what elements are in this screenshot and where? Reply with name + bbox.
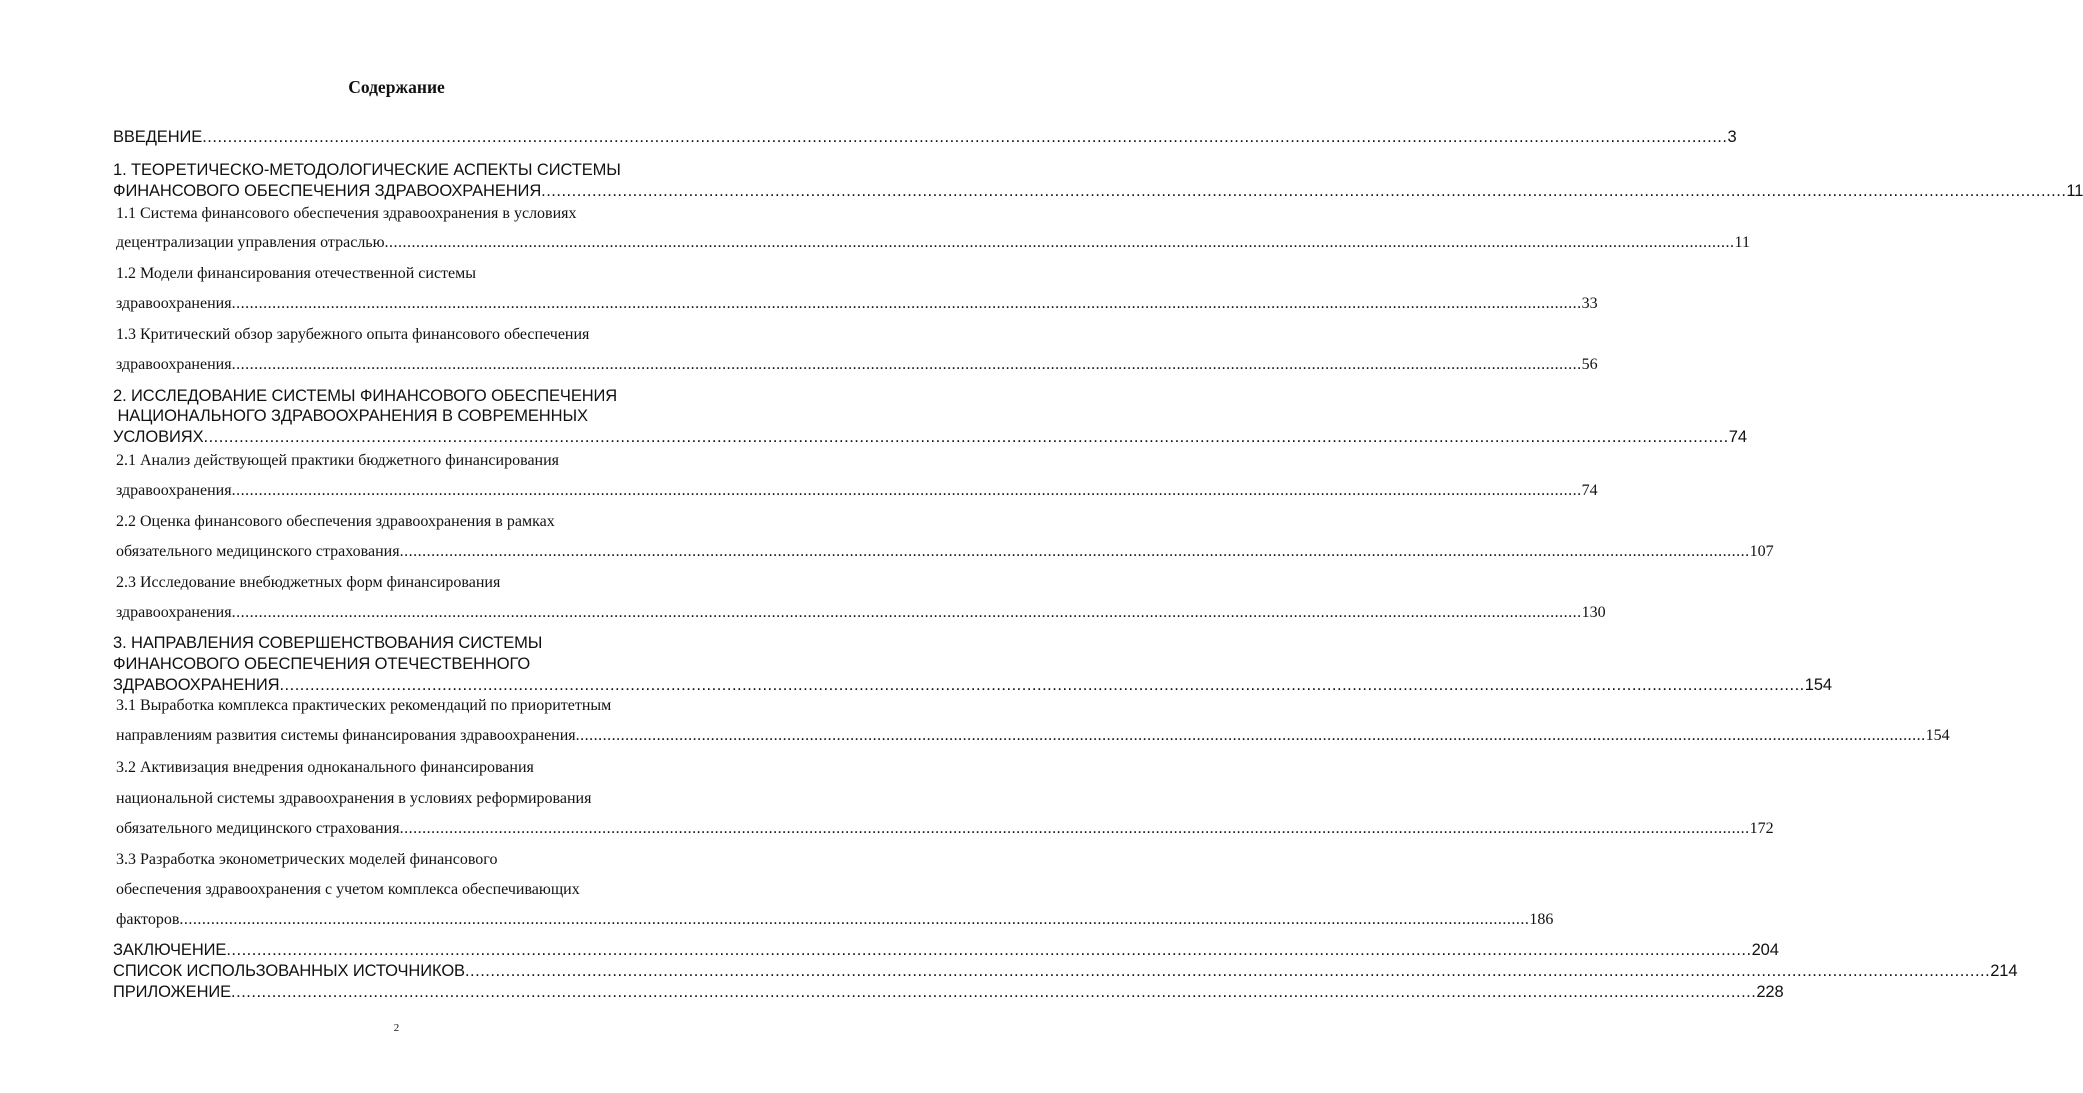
toc-section-1-3-line1[interactable]: 1.3 Критический обзор зарубежного опыта финансового обеспечения	[116, 326, 590, 343]
toc-page-number: 3	[1727, 128, 1737, 146]
dot-leader: ............................................................................................................................................................................................................................................................................................................	[384, 234, 1735, 251]
toc-entry-intro[interactable]	[113, 128, 1737, 147]
toc-entry-text: ПРИЛОЖЕНИЕ	[113, 983, 232, 1001]
toc-entry-text: здравоохранения	[116, 482, 232, 499]
dot-leader: ............................................................................................................................................................................................................................................................................................................	[399, 820, 1750, 837]
toc-entry-text: ЗАКЛЮЧЕНИЕ	[113, 941, 227, 959]
page-number: 2	[393, 1022, 400, 1034]
dot-leader: ............................................................................................................................................................................................................................................................................................................	[231, 604, 1582, 621]
toc-entry-text: обязательного медицинского страхования	[116, 820, 400, 837]
toc-entry-text: факторов	[116, 911, 180, 928]
toc-entry-text: ЗДРАВООХРАНЕНИЯ	[113, 676, 280, 694]
dot-leader: ............................................................................................................................................................................................................................................................................................................	[464, 962, 1991, 980]
toc-entry-text: ВВЕДЕНИЕ	[113, 128, 203, 146]
toc-entry-sources[interactable]	[113, 962, 2018, 981]
dot-leader: ............................................................................................................................................................................................................................................................................................................	[231, 295, 1582, 312]
toc-section-1-2[interactable]	[116, 295, 1598, 313]
toc-entry-appendix[interactable]	[113, 983, 1784, 1002]
toc-section-2-2-line1[interactable]: 2.2 Оценка финансового обеспечения здравоохранения в рамках	[116, 513, 555, 530]
toc-page-number: 214	[1990, 962, 2018, 980]
toc-entry-text: децентрализации управления отраслью	[116, 234, 385, 251]
toc-page-number: 154	[1925, 727, 1950, 744]
dot-leader: ............................................................................................................................................................................................................................................................................................................	[179, 911, 1530, 928]
toc-page-number: 204	[1751, 941, 1779, 959]
toc-entry-text: направлениям развития системы финансирования здравоохранения	[116, 727, 576, 744]
toc-section-3-1-line1[interactable]: 3.1 Выработка комплекса практических рекомендаций по приоритетным	[116, 697, 612, 714]
toc-chapter-2-line1[interactable]: 2. ИССЛЕДОВАНИЕ СИСТЕМЫ ФИНАНСОВОГО ОБЕСПЕЧЕНИЯ	[113, 387, 618, 405]
dot-leader: ............................................................................................................................................................................................................................................................................................................	[575, 727, 1926, 744]
dot-leader: ............................................................................................................................................................................................................................................................................................................	[231, 482, 1582, 499]
toc-entry-text: СПИСОК ИСПОЛЬЗОВАННЫХ ИСТОЧНИКОВ	[113, 962, 465, 980]
toc-section-1-3[interactable]	[116, 356, 1598, 374]
toc-section-2-3[interactable]	[116, 604, 1606, 622]
toc-page-number: 74	[1728, 428, 1747, 446]
dot-leader: ............................................................................................................................................................................................................................................................................................................	[399, 543, 1750, 560]
dot-leader: ............................................................................................................................................................................................................................................................................................................	[231, 356, 1582, 373]
dot-leader: ............................................................................................................................................................................................................................................................................................................	[203, 428, 1729, 446]
toc-page-number: 154	[1804, 676, 1832, 694]
toc-section-3-3-line2[interactable]: обеспечения здравоохранения с учетом комплекса обеспечивающих	[116, 881, 580, 898]
toc-entry-text: ФИНАНСОВОГО ОБЕСПЕЧЕНИЯ ЗДРАВООХРАНЕНИЯ	[113, 182, 542, 200]
toc-section-3-3[interactable]	[116, 911, 1554, 929]
toc-page-number: 11	[2066, 182, 2083, 200]
toc-section-3-3-line1[interactable]: 3.3 Разработка эконометрических моделей финансового	[116, 851, 498, 868]
toc-section-2-1-line1[interactable]: 2.1 Анализ действующей практики бюджетного финансирования	[116, 452, 560, 469]
toc-chapter-1-line1[interactable]: 1. ТЕОРЕТИЧЕСКО-МЕТОДОЛОГИЧЕСКИЕ АСПЕКТЫ СИСТЕМЫ	[113, 161, 621, 179]
dot-leader: ............................................................................................................................................................................................................................................................................................................	[226, 941, 1752, 959]
toc-section-2-2[interactable]	[116, 543, 1774, 561]
toc-page-number: 107	[1749, 543, 1774, 560]
dot-leader: ............................................................................................................................................................................................................................................................................................................	[279, 676, 1805, 694]
toc-section-3-1[interactable]	[116, 727, 1950, 745]
toc-section-3-2[interactable]	[116, 820, 1774, 838]
dot-leader: ............................................................................................................................................................................................................................................................................................................	[231, 983, 1757, 1001]
toc-page-number: 74	[1581, 482, 1598, 499]
toc-section-1-1[interactable]	[116, 234, 1750, 252]
toc-section-3-2-line1[interactable]: 3.2 Активизация внедрения одноканального финансирования	[116, 759, 534, 776]
toc-section-2-1[interactable]	[116, 482, 1598, 500]
toc-page-number: 130	[1581, 604, 1606, 621]
toc-chapter-1[interactable]	[113, 182, 2083, 201]
page-title: Содержание	[348, 77, 445, 97]
toc-page-number: 56	[1581, 356, 1598, 373]
toc-page-number: 186	[1529, 911, 1554, 928]
toc-chapter-3-line1[interactable]: 3. НАПРАВЛЕНИЯ СОВЕРШЕНСТВОВАНИЯ СИСТЕМЫ	[113, 634, 543, 652]
toc-entry-conclusion[interactable]	[113, 941, 1779, 960]
toc-entry-text: УСЛОВИЯХ	[113, 428, 204, 446]
toc-section-1-1-line1[interactable]: 1.1 Система финансового обеспечения здравоохранения в условиях	[116, 205, 577, 222]
toc-chapter-2-line2[interactable]: НАЦИОНАЛЬНОГО ЗДРАВООХРАНЕНИЯ В СОВРЕМЕННЫХ	[113, 407, 588, 425]
toc-chapter-2[interactable]	[113, 428, 1747, 447]
dot-leader: ............................................................................................................................................................................................................................................................................................................	[541, 182, 2067, 200]
toc-section-2-3-line1[interactable]: 2.3 Исследование внебюджетных форм финансирования	[116, 574, 501, 591]
dot-leader: ............................................................................................................................................................................................................................................................................................................	[202, 128, 1728, 146]
toc-entry-text: обязательного медицинского страхования	[116, 543, 400, 560]
toc-page-number: 11	[1734, 234, 1750, 251]
toc-section-3-2-line2[interactable]: национальной системы здравоохранения в условиях реформирования	[116, 790, 592, 807]
toc-entry-text: здравоохранения	[116, 356, 232, 373]
toc-page-number: 172	[1749, 820, 1774, 837]
toc-section-1-2-line1[interactable]: 1.2 Модели финансирования отечественной системы	[116, 265, 477, 282]
toc-page-number: 33	[1581, 295, 1598, 312]
toc-entry-text: здравоохранения	[116, 604, 232, 621]
toc-entry-text: здравоохранения	[116, 295, 232, 312]
toc-page-number: 228	[1756, 983, 1784, 1001]
toc-chapter-3-line2[interactable]: ФИНАНСОВОГО ОБЕСПЕЧЕНИЯ ОТЕЧЕСТВЕННОГО	[113, 655, 531, 673]
toc-chapter-3[interactable]	[113, 676, 1832, 695]
